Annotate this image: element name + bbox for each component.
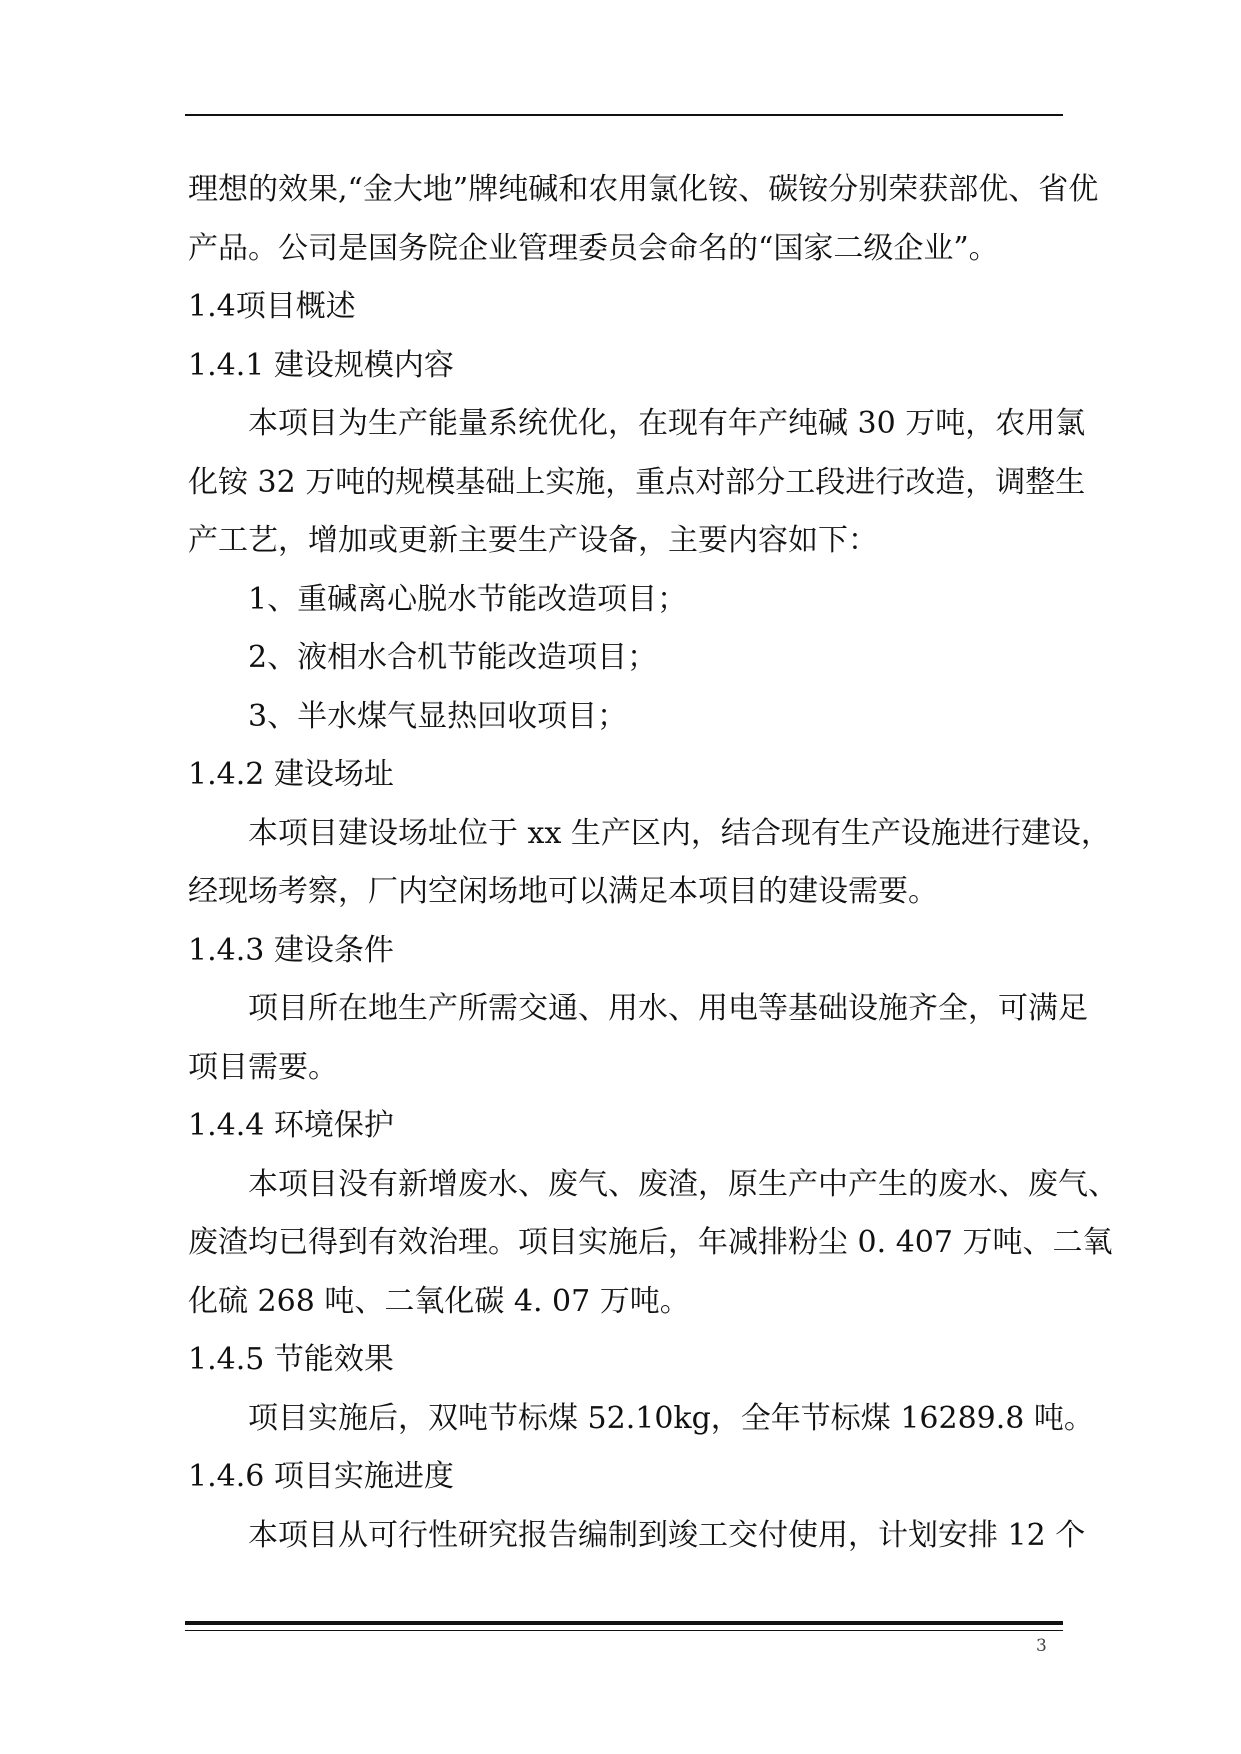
section-heading: 1.4项目概述 <box>188 289 356 324</box>
body-line: 产品。公司是国务院企业管理委员会命名的“国家二级企业”。 <box>188 230 999 266</box>
body-line: 理想的效果,“金大地”牌纯碱和农用氯化铵、碳铵分别荣获部优、省优 <box>188 172 1099 207</box>
list-item: 2、液相水合机节能改造项目； <box>248 640 658 675</box>
body-line: 项目实施后，双吨节标煤 52.10kg，全年节标煤 16289.8 吨。 <box>248 1400 1094 1436</box>
body-line: 项目需要。 <box>188 1049 338 1085</box>
header-rule <box>185 114 1063 116</box>
body-line: 本项目从可行性研究报告编制到竣工交付使用，计划安排 12 个 <box>248 1517 1086 1553</box>
body-line: 化硫 268 吨、二氧化碳 4. 07 万吨。 <box>188 1283 690 1319</box>
list-item: 3、半水煤气显热回收项目； <box>248 698 628 734</box>
subsection-heading: 1.4.5 节能效果 <box>188 1342 394 1377</box>
page-number: 3 <box>1036 1636 1047 1656</box>
body-line: 本项目为生产能量系统优化，在现有年产纯碱 30 万吨，农用氯 <box>248 406 1086 441</box>
body-line: 化铵 32 万吨的规模基础上实施，重点对部分工段进行改造，调整生 <box>188 464 1086 500</box>
footer-rule-thin <box>185 1630 1063 1631</box>
body-line: 废渣均已得到有效治理。项目实施后，年减排粉尘 0. 407 万吨、二氧 <box>188 1225 1113 1260</box>
subsection-heading: 1.4.2 建设场址 <box>188 757 394 792</box>
body-line: 本项目没有新增废水、废气、废渣，原生产中产生的废水、废气、 <box>248 1166 1118 1202</box>
subsection-heading: 1.4.3 建设条件 <box>188 932 394 968</box>
body-line: 经现场考察，厂内空闲场地可以满足本项目的建设需要。 <box>188 874 938 909</box>
list-item: 1、重碱离心脱水节能改造项目； <box>248 581 688 617</box>
document-body <box>188 161 1118 1565</box>
body-line: 本项目建设场址位于 xx 生产区内，结合现有生产设施进行建设， <box>248 815 1111 851</box>
body-line: 产工艺，增加或更新主要生产设备，主要内容如下： <box>188 523 878 558</box>
subsection-heading: 1.4.6 项目实施进度 <box>188 1459 454 1494</box>
footer-rule-thick <box>185 1621 1063 1625</box>
body-line: 项目所在地生产所需交通、用水、用电等基础设施齐全，可满足 <box>248 991 1088 1026</box>
subsection-heading: 1.4.4 环境保护 <box>188 1108 394 1143</box>
subsection-heading: 1.4.1 建设规模内容 <box>188 347 454 383</box>
